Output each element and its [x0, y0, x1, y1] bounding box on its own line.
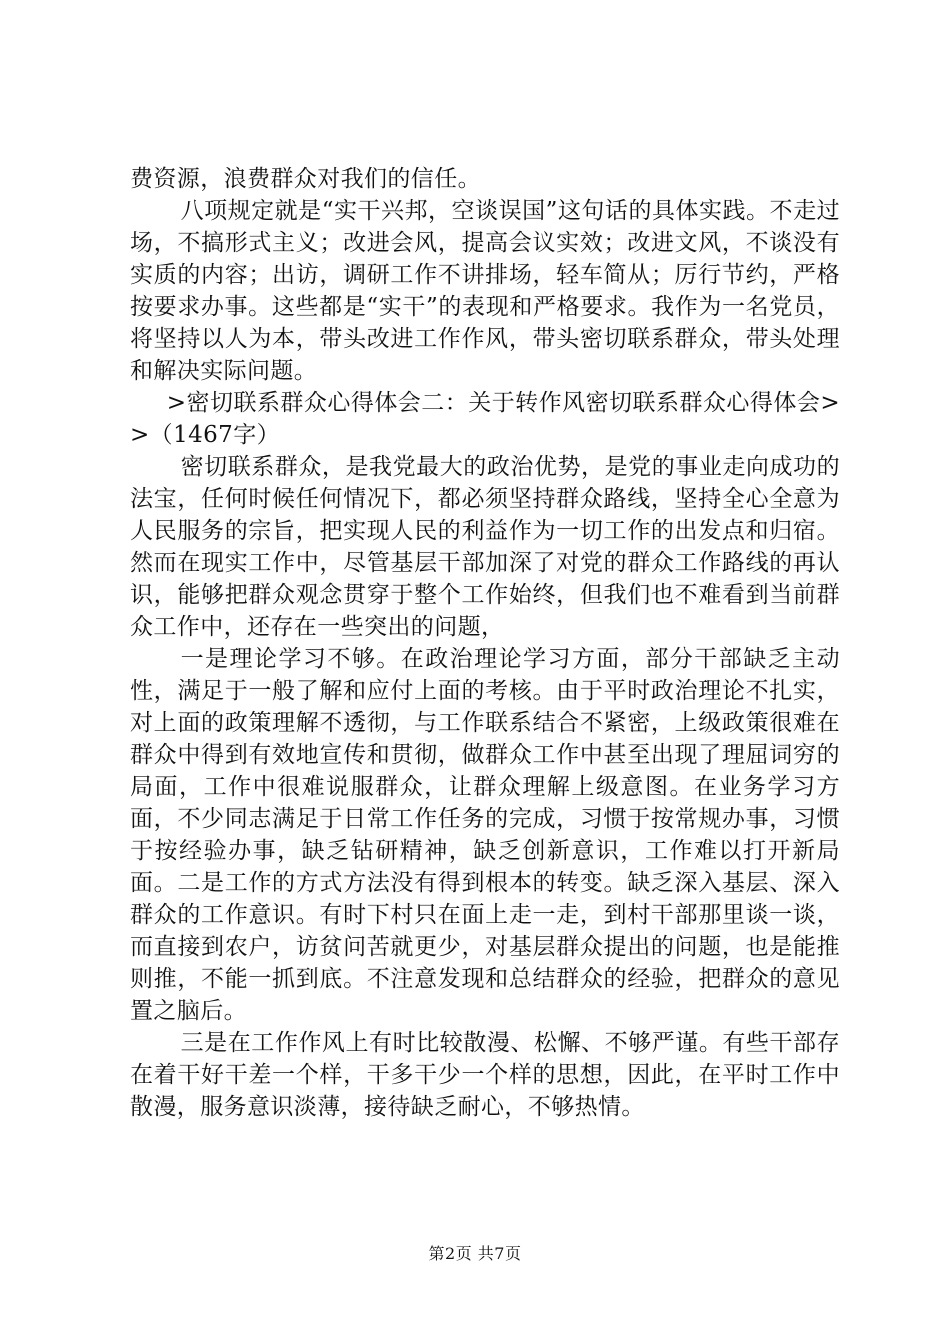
page-number: 第2页 共7页 — [428, 1244, 522, 1263]
paragraph-problem-one-two: 一是理论学习不够。在政治理论学习方面，部分干部缺乏主动性，满足于一般了解和应付上面的考核。由于平时政治理论不扎实，对上面的政策理解不透彻，与工作联系结合不紧密，上级政策很难在群众中得到有效地宣传和贯彻，做群众工作中甚至出现了理屈词穷的局面，工作中很难说服群众，让群众理解上级意图。在业务学习方面，不少同志满足于日常工作任务的完成，习惯于按常规办事，习惯于按经验办事，缺乏钻研精神，缺乏创新意识，工作难以打开新局面。二是工作的方式方法没有得到根本的转变。缺乏深入基层、深入群众的工作意识。有时下村只在面上走一走，到村干部那里谈一谈，而直接到农户，访贫问苦就更少，对基层群众提出的问题，也是能推则推，不能一抓到底。不注意发现和总结群众的经验，把群众的意见置之脑后。 — [130, 646, 840, 1024]
paragraph-continuation: 费资源，浪费群众对我们的信任。 — [130, 166, 481, 192]
document-body — [130, 163, 840, 1123]
paragraph-eight-rules: 八项规定就是“实干兴邦，空谈误国”这句话的具体实践。不走过场，不搞形式主义；改进会风，提高会议实效；改进文风，不谈没有实质的内容；出访，调研工作不讲排场，轻车简从；厉行节约，严格按要求办事。这些都是“实干”的表现和严格要求。我作为一名党员，将坚持以人为本，带头改进工作作风，带头密切联系群众，带头处理和解决实际问题。 — [130, 198, 840, 384]
page-footer — [0, 1244, 950, 1264]
paragraph-problem-three: 三是在工作作风上有时比较散漫、松懈、不够严谨。有些干部存在着干好干差一个样，干多干少一个样的思想，因此，在平时工作中散漫，服务意识淡薄，接待缺乏耐心，不够热情。 — [130, 1030, 840, 1120]
article-link-heading: >密切联系群众心得体会二：关于转作风密切联系群众心得体会>>（1467字） — [130, 390, 840, 448]
paragraph-mass-line: 密切联系群众，是我党最大的政治优势，是党的事业走向成功的法宝，任何时候任何情况下，都必须坚持群众路线，坚持全心全意为人民服务的宗旨，把实现人民的利益作为一切工作的出发点和归宿。然而在现实工作中，尽管基层干部加深了对党的群众工作路线的再认识，能够把群众观念贯穿于整个工作始终，但我们也不难看到当前群众工作中，还存在一些突出的问题， — [130, 454, 840, 640]
